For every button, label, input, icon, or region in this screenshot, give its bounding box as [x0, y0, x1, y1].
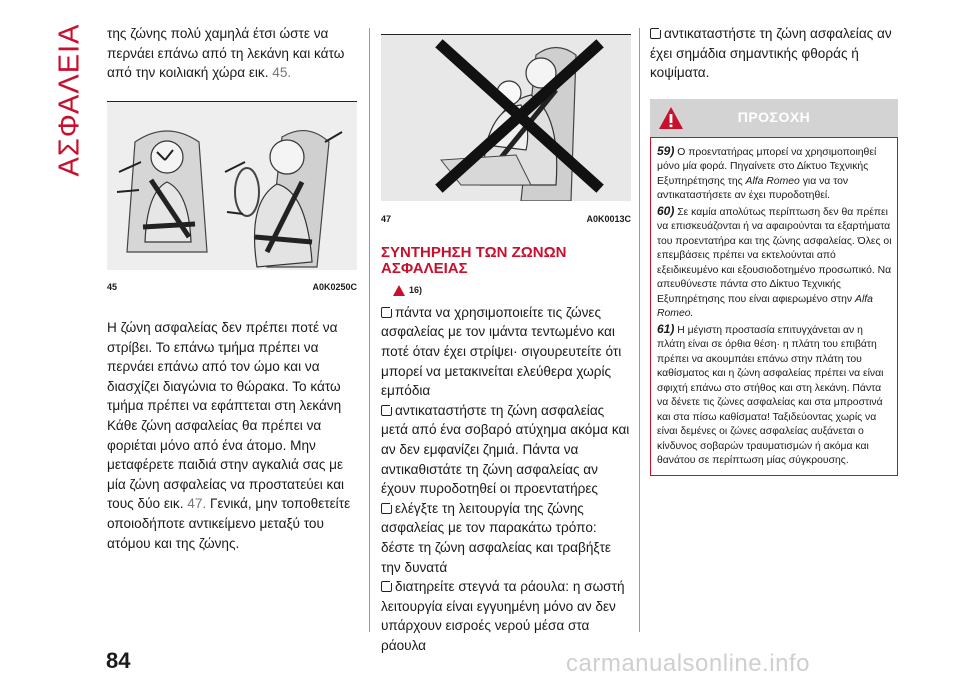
checkbox-bullet-icon — [650, 28, 661, 39]
warning-triangle-icon — [393, 285, 405, 296]
figure-caption — [381, 210, 631, 230]
figure-code: A0K0250C — [312, 282, 357, 293]
caution-title: ΠΡΟΣΟΧΗ — [737, 108, 811, 125]
list-item: αντικαταστήστε τη ζώνη ασφαλείας μετά από ένα σοβαρό ατύχημα ακόμα και αν δεν εμφανίζει ζημιά. Πάντα να αντικαθιστάτε τη ζώνη ασφαλείας αν έχουν πυροδοτηθεί οι προεντατήρες — [381, 402, 630, 497]
figure-47 — [381, 34, 631, 229]
column-3 — [650, 24, 898, 476]
intro-paragraph: της ζώνης πολύ χαμηλά έτσι ώστε να περνάει επάνω από τη λεκάνη και κάτω από την κοιλιακή χώρα εικ. 45. — [107, 26, 345, 81]
checkbox-bullet-icon — [381, 307, 392, 318]
child-on-lap-prohibited-illustration — [381, 35, 631, 201]
list-item: διατηρείτε στεγνά τα ράουλα: η σωστή λειτουργία είναι εγγυημένη μόνο αν δεν υπάρχουν εισροές νερού μέσα στα ράουλα — [381, 579, 625, 653]
column-divider — [369, 28, 370, 632]
column-divider — [639, 28, 640, 632]
caution-item: 59) Ο προεντατήρας μπορεί να χρησιμοποιηθεί μόνο μία φορά. Πηγαίνετε στο Δίκτυο Τεχνικής Εξυπηρέτησης της Alfa Romeo για να τον αντικαταστήσετε αν έχει πυροδοτηθεί. — [657, 143, 877, 202]
figure-45 — [107, 101, 357, 298]
section-side-tab — [48, 23, 92, 177]
section-title: ΣΥΝΤΗΡΗΣΗ ΤΩΝ ΖΩΝΩΝ ΑΣΦΑΛΕΙΑΣ — [381, 244, 567, 278]
warning-triangle-icon — [658, 105, 684, 131]
figure-number: 45 — [107, 282, 118, 293]
warning-reference: 16) — [393, 281, 631, 301]
figure-code: A0K0013C — [586, 213, 631, 224]
list-item: πάντα να χρησιμοποιείτε τις ζώνες ασφαλείας με τον ιμάντα τεντωμένο και ποτέ όταν έχει στρίψει· σιγουρευτείτε ότι μπορεί να μετακινείται ελεύθερα χωρίς εμπόδια — [381, 304, 622, 399]
caution-header — [650, 99, 898, 137]
column-2 — [381, 24, 631, 655]
figure-number: 47 — [381, 213, 392, 224]
page-number: 84 — [106, 648, 131, 673]
checkbox-bullet-icon — [381, 581, 392, 592]
checkbox-bullet-icon — [381, 503, 392, 514]
section-side-tab-label: ΑΣΦΑΛΕΙΑ — [53, 23, 86, 177]
caution-box — [650, 137, 898, 476]
seatbelt-position-illustration — [107, 102, 357, 270]
caution-item: 60) Σε καμία απολύτως περίπτωση δεν θα πρέπει να επισκευάζονται ή να αφαιρούνται τα εξαρτήματα του προεντατήρα και της ζώνης ασφαλείας. Όλες οι επεμβάσεις πρέπει να εκτελούνται από εξειδικευμένο και εξουσιοδοτημένο προσωπικό. Να απευθύνεστε πάντα στο Δίκτυο Τεχνικής Εξυπηρέτησης που είναι αφιερωμένο στην Alfa Romeo. — [657, 203, 892, 320]
figure-reference: 45. — [272, 65, 292, 81]
figure-reference: 47. — [187, 496, 207, 512]
checkbox-bullet-icon — [381, 405, 392, 416]
figure-caption — [107, 278, 357, 298]
column-1 — [107, 24, 357, 553]
watermark: carmanualsonline.info — [566, 650, 810, 677]
caution-item: 61) Η μέγιστη προστασία επιτυγχάνεται αν η πλάτη είναι σε όρθια θέση· η πλάτη του επιβάτη πρέπει να ακουμπάει επάνω στην πλάτη του καθίσματος και η ζώνη ασφαλείας πρέπει να είναι σφιχτή επάνω στο στήθος και στη λεκάνη. Πάντα να δένετε τις ζώνες ασφαλείας και στα μπροστινά και στα πίσω καθίσματα! Ταξιδεύοντας χωρίς να είναι δεμένες οι ζώνες ασφαλείας αυξάνεται ο κίνδυνος σοβαρών τραυματισμών ή ακόμα και θανάτου σε περίπτωση μίας σύγκρουσης. — [657, 321, 884, 467]
list-item: ελέγξτε τη λειτουργία της ζώνης ασφαλείας με τον παρακάτω τρόπο: δέστε τη ζώνη ασφαλείας και τραβήξτε την δυνατά — [381, 500, 611, 575]
list-item: αντικαταστήστε τη ζώνη ασφαλείας αν έχει σημάδια σημαντικής φθοράς ή κοψίματα. — [650, 26, 892, 81]
body-paragraph: Η ζώνη ασφαλείας δεν πρέπει ποτέ να στρίβει. Το επάνω τμήμα πρέπει να περνάει επάνω από τον ώμο και να διασχίζει διαγώνια το θώρακα. Το κάτω τμήμα πρέπει να εφάπτεται στη λεκάνη Κάθε ζώνη ασφαλείας θα πρέπει να φοριέται μόνο από ένα άτομο. Μην μεταφέρετε παιδιά στην αγκαλιά σας με μία ζώνη ασφαλείας να προστατεύει και τους δύο εικ. 47. Γενικά, μην τοποθετείτε οποιοδήποτε αντικείμενο μεταξύ του ατόμου και της ζώνης. — [107, 319, 351, 551]
